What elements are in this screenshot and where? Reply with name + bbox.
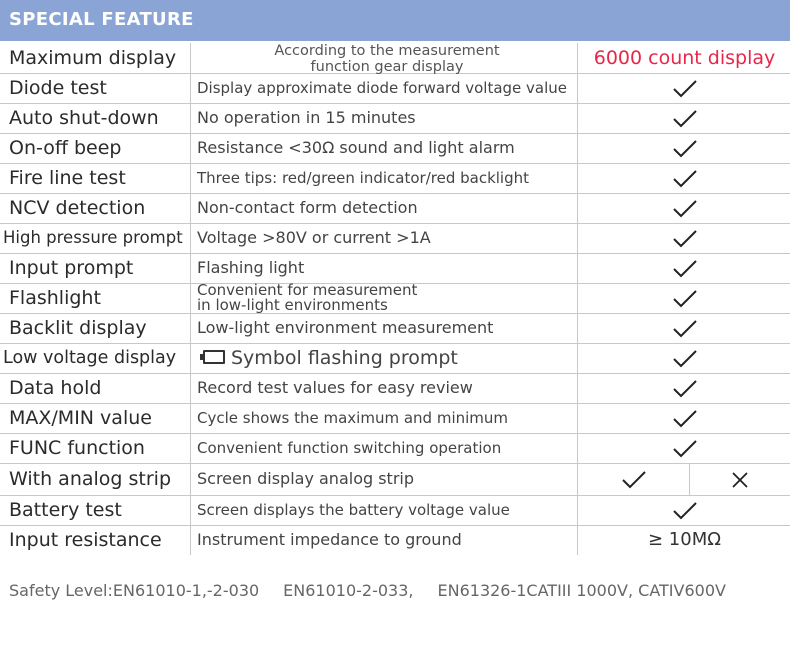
feature-value [579,103,790,133]
feature-name: Data hold [0,373,191,403]
safety-level-footer [9,581,750,600]
table-row [0,463,790,496]
desc-line-2: function gear display [310,59,464,75]
feature-value [579,133,790,163]
feature-value [579,163,790,193]
feature-name: Maximum display [0,43,191,73]
feature-description: Screen display analog strip [192,463,578,495]
feature-description: Three tips: red/green indicator/red backlight [192,163,578,193]
table-row [0,253,790,284]
table-row [0,223,790,254]
feature-description: Display approximate diode forward voltage value [192,73,578,103]
feature-description: Resistance <30Ω sound and light alarm [192,133,578,163]
footer-part-2: EN61010-2-033, [283,581,414,600]
table-row [0,343,790,374]
feature-name: Auto shut-down [0,103,191,133]
feature-description: No operation in 15 minutes [192,103,578,133]
feature-name: With analog strip [0,463,191,495]
feature-name: NCV detection [0,193,191,223]
check-icon [672,349,698,369]
feature-name: Diode test [0,73,191,103]
feature-value [579,403,790,433]
check-icon [672,229,698,249]
feature-description: Instrument impedance to ground [192,525,578,555]
cross-icon [730,470,750,490]
feature-value [579,253,790,283]
table-row [0,73,790,104]
feature-name: FUNC function [0,433,191,463]
feature-description [192,283,578,313]
desc-line-1: Convenient for measurement [197,281,418,299]
desc-line-2: in low-light environments [197,296,388,314]
page-title: SPECIAL FEATURE [9,9,194,30]
desc-line-1: According to the measurement [274,43,500,59]
feature-name: High pressure prompt [0,223,191,253]
check-icon [672,501,698,521]
table-row [0,495,790,526]
table-row [0,163,790,194]
check-icon [672,259,698,279]
check-icon [672,289,698,309]
feature-value [579,193,790,223]
check-icon [672,139,698,159]
feature-name: Input resistance [0,525,191,555]
feature-name: Low voltage display [0,343,191,373]
feature-description [192,343,578,373]
table-row [0,103,790,134]
feature-name: On-off beep [0,133,191,163]
feature-value [579,223,790,253]
feature-value [579,495,790,525]
feature-description: Non-contact form detection [192,193,578,223]
feature-value [579,313,790,343]
check-icon [672,199,698,219]
table-row [0,133,790,164]
feature-name: MAX/MIN value [0,403,191,433]
feature-value [579,73,790,103]
feature-value-a [579,463,690,495]
feature-name: Backlit display [0,313,191,343]
feature-description: Low-light environment measurement [192,313,578,343]
table-row [0,403,790,434]
table-row [0,373,790,404]
check-icon [672,379,698,399]
footer-part-1: Safety Level:EN61010-1,-2-030 [9,581,260,600]
table-row [0,193,790,224]
header-banner [0,0,790,41]
feature-description: Record test values for easy review [192,373,578,403]
footer-part-3: EN61326-1CATIII 1000V, CATIV600V [437,581,726,600]
check-icon [672,439,698,459]
table-row [0,525,790,555]
feature-value: ≥ 10MΩ [648,529,721,550]
feature-value [579,433,790,463]
feature-value [579,343,790,373]
feature-name: Flashlight [0,283,191,313]
check-icon [672,409,698,429]
feature-name: Fire line test [0,163,191,193]
table-row [0,433,790,464]
check-icon [672,79,698,99]
table-row [0,283,790,314]
check-icon [672,319,698,339]
check-icon [621,470,647,490]
feature-description: Cycle shows the maximum and minimum [192,403,578,433]
check-icon [672,109,698,129]
desc-text: Symbol flashing prompt [231,347,458,369]
feature-description: Screen displays the battery voltage value [192,495,578,525]
feature-description: Convenient function switching operation [192,433,578,463]
feature-description: Voltage >80V or current >1A [192,223,578,253]
battery-icon [203,350,225,364]
feature-name: Battery test [0,495,191,525]
table-row [0,43,790,74]
table-row [0,313,790,344]
check-icon [672,169,698,189]
feature-value [579,373,790,403]
feature-value: 6000 count display [593,47,776,69]
feature-value-b [690,463,790,495]
feature-description [192,43,578,73]
feature-name: Input prompt [0,253,191,283]
feature-value [579,283,790,313]
feature-description: Flashing light [192,253,578,283]
